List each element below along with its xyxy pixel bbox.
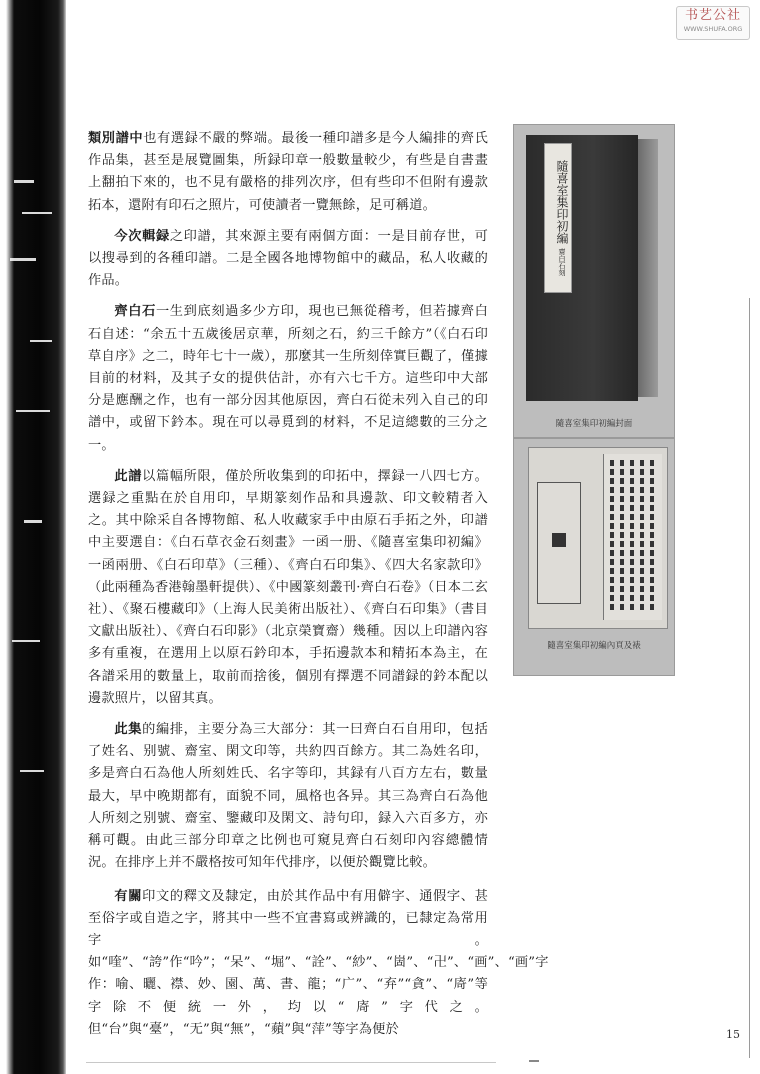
book-spine — [638, 139, 658, 397]
logo-url: WWW.SHUFA.ORG — [683, 25, 743, 33]
paragraph-3-text: 一生到底刻過多少方印，現也已無從稽考，但若據齊白石自述：“余五十五歲後居京華，所刻之石，約三千餘方”（《白石印草自序》之二，時年七十一歲），那麼其一生所刻倖實巨觀了，僅據目前的材料，及其子女的提供估計，亦有六七千方。這些印中大部分是應酬之作，也有一部分因其他原因，齊白石從未列入自己的印譜中，或留下鈐本。現在可以尋覓到的材料，不足這總數的三分之一。 — [88, 304, 488, 453]
calligraphy-column — [620, 460, 624, 610]
paragraph-3-lead: 齊白石 — [114, 304, 156, 320]
book-cover — [526, 135, 638, 401]
paragraph-4-lead: 此譜 — [114, 468, 143, 484]
photo-caption-2: 隨喜室集印初編內頁及裱 — [547, 641, 641, 651]
logo-brand: 书艺公社 — [684, 8, 741, 23]
bottom-rule — [86, 1062, 496, 1063]
page-edge-line — [749, 298, 760, 1058]
paragraph-2 — [88, 226, 488, 293]
book-title-label — [544, 143, 572, 293]
page-number: 15 — [726, 1028, 740, 1041]
paragraph-1-text: 也有選録不嚴的弊端。最後一種印譜多是今人編排的齊氏作品集，甚至是展覽圖集，所録印章一般數量較少，有些是自書畫上翻拍下來的，也不見有嚴格的排列次序，但有些印不但附有邊款拓本，還附有印石之照片，可使讀者一覽無餘，足可稱道。 — [88, 131, 488, 213]
calligraphy-column — [650, 460, 654, 610]
calligraphy-column — [630, 460, 634, 610]
article-body — [88, 128, 549, 1050]
paragraph-5-text: 的編排，主要分為三大部分：其一曰齊白石自用印，包括了姓名、别號、齋室、閑文印等，共約四百餘方。其二為姓名印，多是齊白石為他人所刻姓氏、名字等印，其録有八百方左右，數量最大，早中晚期都有，面貌不同，風格也各异。其三為齊白石為他人所刻之别號、齋室、鑒藏印及閑文、詩句印，録入六百多方，亦稱可觀。由此三部分印章之比例也可窺見齊白石刻印內容總體情況。在排序上并不嚴格按可知年代排序，以便於觀覽比較。 — [88, 722, 489, 871]
bottom-tick — [529, 1060, 539, 1062]
paragraph-6 — [88, 886, 549, 1041]
left-page-frame — [537, 482, 581, 604]
paragraph-5-lead: 此集 — [114, 722, 143, 738]
paragraph-6-text: 印文的釋文及隸定，由於其作品中有用僻字、通假字、甚至俗字或自造之字，將其中一些不宜書寫或辨識的，已隸定為常用字。如“喹”、“誇”作“吟”；“呆”、“堀”、“詮”、“紗”、“崮”、“卍”、“画”、“画”字作：喻、曬、襟、妙、園、萬、書、龍；“广”、“弃”“貪”、“㢊”等字除不便統一外，均以“㢊”字代之。但“台”與“臺”，“无”與“無”，“蘋”與“萍”等字為便於 — [88, 888, 549, 1037]
paragraph-4-text: 以篇幅所限，僅於所收集到的印拓中，擇録一八四七方。選録之重點在於自用印，早期篆刻作品和具邊款、印文較精者入之。其中除采自各博物館、私人收藏家手中由原石手拓之外，印譜中主要選自：《白石草衣金石刻畫》一函一册、《隨喜室集印初編》一函兩册、《白石印草》（三種）、《齊白石印集》、《四大名家款印》（此兩種為香港翰墨軒提供）、《中國篆刻叢刊·齊白石卷》（日本二玄社）、《聚石樓藏印》（上海人民美術出版社）、《齊白石印集》（書目文獻出版社）、《齊白石印影》（北京榮寶齋）幾種。因以上印譜內容多有重複，在選用上以原石鈐印本，手拓邊款本和精拓本為主，在各譜采用的數量上，取前而捨後，個別有擇選不同譜録的鈐本配以邊款照片，以留其真。 — [88, 468, 489, 706]
paragraph-3 — [88, 301, 488, 456]
calligraphy-column — [640, 460, 644, 610]
site-logo[interactable] — [676, 6, 750, 40]
paragraph-2-lead: 今次輯録 — [114, 228, 170, 244]
inner-pages-photo — [513, 438, 675, 676]
calligraphy-column — [610, 460, 614, 610]
scan-gutter-shadow — [0, 0, 66, 1074]
right-page-calligraphy — [603, 454, 662, 620]
book-cover-photo — [513, 124, 675, 438]
open-book-pages — [528, 447, 668, 629]
paragraph-6-lead: 有關 — [114, 888, 143, 904]
paragraph-5 — [88, 719, 488, 874]
paragraph-1-lead: 類別譜中 — [88, 131, 144, 146]
book-subtitle: 齋白石刻 — [558, 247, 566, 276]
paragraph-1 — [88, 128, 488, 217]
paragraph-4 — [88, 466, 488, 710]
book-title: 隨喜室集印初編 — [555, 160, 569, 245]
seal-stamp — [552, 533, 566, 547]
paragraph-2-text: 之印譜，其來源主要有兩個方面：一是目前存世，可以搜尋到的各種印譜。二是全國各地博物館中的藏品，私人收藏的作品。 — [88, 228, 488, 289]
photo-caption-1: 隨喜室集印初編封面 — [555, 419, 633, 429]
